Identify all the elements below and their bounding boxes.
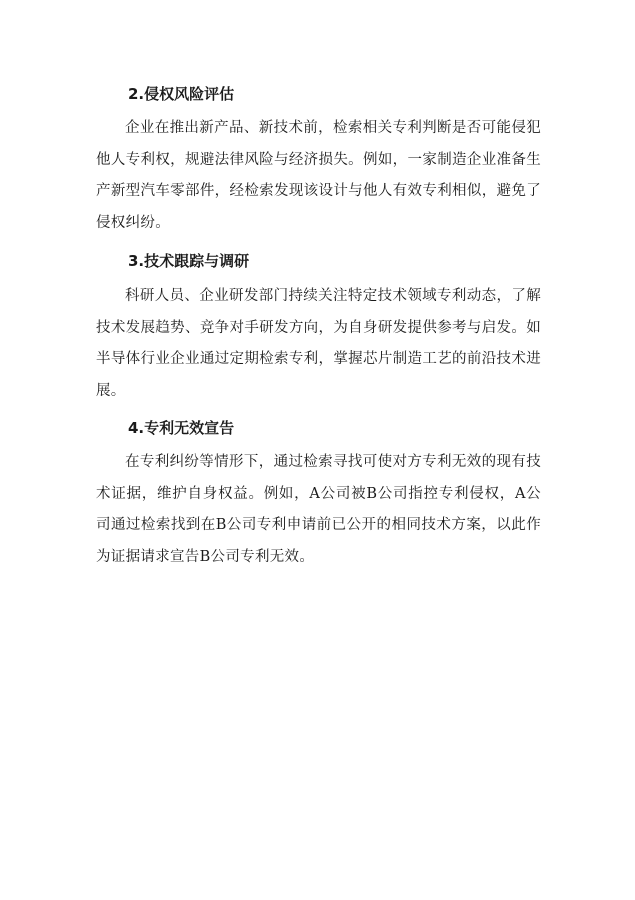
section-body-infringement-risk: 企业在推出新产品、新技术前，检索相关专利判断是否可能侵犯他人专利权，规避法律风险与经济损失。例如，一家制造企业准备生产新型汽车零部件，经检索发现该设计与他人有效专利相似，避免了侵权纠纷。 [96,120,541,231]
section-heading-infringement-risk: 2.侵权风险评估 [128,85,235,103]
section-body-technology-tracking: 科研人员、企业研发部门持续关注特定技术领域专利动态，了解技术发展趋势、竞争对手研发方向，为自身研发提供参考与启发。如半导体行业企业通过定期检索专利，掌握芯片制造工艺的前沿技术进展。 [96,288,541,399]
section-heading-patent-invalidation: 4.专利无效宣告 [128,419,235,437]
section-body-patent-invalidation: 在专利纠纷等情形下，通过检索寻找可使对方专利无效的现有技术证据，维护自身权益。例如，A公司被B公司指控专利侵权，A公司通过检索找到在B公司专利申请前已公开的相同技术方案，以此作为证据请求宣告B公司专利无效。 [96,454,541,565]
section-heading-technology-tracking: 3.技术跟踪与调研 [128,252,250,270]
